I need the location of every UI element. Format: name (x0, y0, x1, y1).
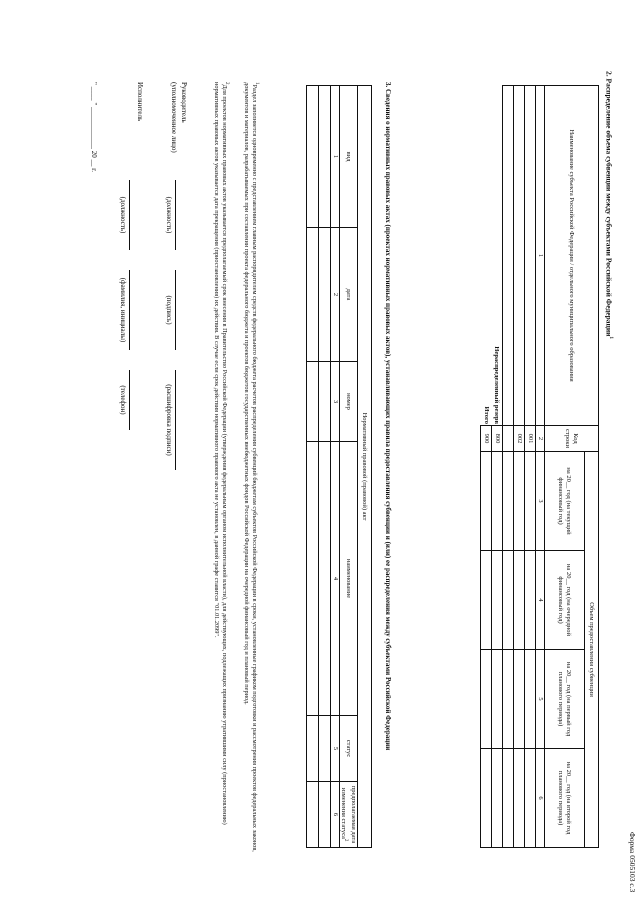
col-year-plan2: на 20__ год (на второй год планового периода) (545, 749, 585, 848)
footnote-1: $^1$Раздел заполняется одновременно с представлением главным распорядителем средств федерального бюджета расчетов распределения субвенций бюджетам субъектов Российской Федерации в сроки, установленные графиком подготовки и рассмотрения проектов федеральных законов, документов и материалов, разрабатываемых при составлении проекта федерального бюджета и проектов бюджетов государственных внебюджетных фондов Российской Федерации на очередной финансовый год и плановый период. (242, 82, 259, 852)
cell (503, 551, 514, 650)
cell (514, 749, 525, 848)
cell (306, 362, 318, 442)
cell (525, 650, 536, 749)
col-num: 4 (330, 442, 339, 716)
cell (481, 551, 492, 650)
decode-caption: (расшифровка подписи) (165, 384, 173, 456)
col-num: 6 (536, 749, 545, 848)
row-code: 002 (514, 426, 525, 452)
col-num: 3 (536, 452, 545, 551)
col-name: наименование (339, 442, 357, 716)
cell (503, 650, 514, 749)
pos-caption: (должность) (165, 196, 173, 234)
cell (525, 749, 536, 848)
table-row (306, 86, 318, 848)
row-code: 001 (525, 426, 536, 452)
col-num: 5 (330, 716, 339, 782)
table-row (503, 86, 514, 848)
cell (503, 452, 514, 551)
sign-line (129, 270, 130, 350)
section2-title: 2. Распределение объема субвенции между субъектами Российской Федерации$^1$ (604, 71, 614, 339)
table-row (525, 86, 536, 848)
col-date: дата (339, 228, 357, 362)
form-code: Форма 0505103 с.3 (628, 832, 637, 893)
cell (514, 452, 525, 551)
cell (318, 362, 330, 442)
fio-caption: (фамилия, инициалы) (119, 277, 127, 343)
cell (514, 650, 525, 749)
sign-line (175, 270, 176, 350)
exec-label: Исполнитель (136, 82, 144, 122)
cell (318, 228, 330, 362)
section3-title: 3. Сведения о нормативных правовых актах (проектах нормативных правовых актов), устанавливающих правила предоставления субвенции и (или) ее распределения между субъектами Российской Федерации (384, 82, 392, 751)
sign-caption: (подпись) (165, 295, 173, 325)
cell (503, 86, 514, 426)
sign-line (175, 370, 176, 470)
col-num: 1 (330, 86, 339, 228)
cell (318, 716, 330, 782)
cell (306, 716, 318, 782)
head-sub: (уполномоченное лицо) (170, 82, 178, 153)
cell (503, 749, 514, 848)
cell (525, 551, 536, 650)
row-code: 900 (481, 426, 492, 452)
section2-table (480, 85, 599, 848)
col-num: 6 (330, 782, 339, 848)
cell (492, 749, 503, 848)
cell (525, 86, 536, 426)
col-num: 2 (330, 228, 339, 362)
cell (492, 650, 503, 749)
col-code-header: Код строки (545, 426, 599, 452)
cell (318, 782, 330, 848)
total-label: Итого (482, 406, 490, 424)
section3-table (306, 85, 372, 848)
col-expected-date: предполагаемая дата изменения статуса$^2$ (339, 782, 357, 848)
head-label: Руководитель (180, 82, 188, 123)
cell (306, 442, 318, 716)
reserve-row (492, 86, 503, 848)
cell (306, 86, 318, 228)
col-num: 1 (536, 86, 545, 426)
col-year-current: на 20__ год (на текущий финансовый год) (545, 452, 585, 551)
row-code (503, 426, 514, 452)
sign-line (175, 180, 176, 250)
cell (306, 782, 318, 848)
reserve-label: Нераспределенный резерв (492, 86, 503, 426)
cell (318, 86, 330, 228)
exec-pos-caption: (должность) (119, 196, 127, 234)
col-volume-header: Объем предоставления субвенции (585, 452, 599, 848)
cell (525, 452, 536, 551)
total-row (481, 86, 492, 848)
cell (492, 551, 503, 650)
sign-line (129, 370, 130, 430)
phone-caption: (телефон) (119, 385, 127, 415)
sign-line (129, 180, 130, 250)
cell (514, 551, 525, 650)
col-year-plan1: на 20__ год (на первый год планового периода) (545, 650, 585, 749)
cell (481, 452, 492, 551)
cell (481, 650, 492, 749)
col-number: номер (339, 362, 357, 442)
footnote-2: $^2$Для проектов нормативных правовых актов указывается предполагаемый срок внесения в Правительство Российской Федерации (утверждения федеральным органом исполнительной власти), для действующих, подлежащих признанию утратившими силу (приостановлению) нормативных правовых актов указывается дата прекращения (приостановления) их действия. В случае если срок действия нормативного правового акта не установлен, в данной графе ставится "01.01.2099". (212, 82, 229, 825)
col-status: статус (339, 716, 357, 782)
col-num: 3 (330, 362, 339, 442)
row-code: 800 (492, 426, 503, 452)
cell (514, 86, 525, 426)
col-name-header: Наименование субъекта Российской Федерации / отдельного муниципального образования (545, 86, 599, 426)
table-row (514, 86, 525, 848)
col-year-next: на 20__ год (на очередной финансовый год) (545, 551, 585, 650)
cell (306, 228, 318, 362)
col-num: 5 (536, 650, 545, 749)
table-row (318, 86, 330, 848)
group-header: Нормативный правовой (правовой) акт (358, 86, 372, 848)
col-num: 2 (536, 426, 545, 452)
date-line: " ____ " ____________ 20 __ г. (90, 82, 98, 173)
cell (492, 452, 503, 551)
cell (318, 442, 330, 716)
col-num: 4 (536, 551, 545, 650)
col-vid: вид (339, 86, 357, 228)
cell (481, 749, 492, 848)
